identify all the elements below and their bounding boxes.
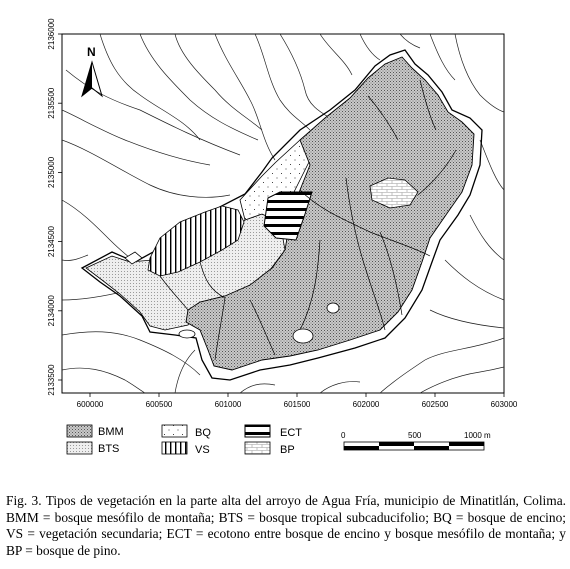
- legend-item-bmm: [67, 425, 124, 438]
- y-tick-label: 2134000: [47, 295, 56, 327]
- legend-label-bp: BP: [280, 444, 295, 456]
- y-tick-label: 2133500: [47, 364, 56, 396]
- y-tick-label: 2135500: [47, 87, 56, 119]
- scale-bar: [341, 431, 491, 450]
- legend-item-bp: [245, 442, 295, 456]
- x-tick-label: 600000: [76, 400, 104, 409]
- legend-label-ect: ECT: [280, 427, 302, 439]
- y-tick-label: 2136000: [47, 18, 56, 50]
- x-tick-label: 603000: [490, 400, 518, 409]
- legend-item-vs: [162, 442, 210, 456]
- legend-item-bts: [67, 442, 119, 455]
- x-tick-label: 601500: [283, 400, 311, 409]
- figure-caption: Fig. 3. Tipos de vegetación en la parte alta del arroyo de Agua Fría, municipio de Minatitlán, Colima. BMM = bosque mesófilo de montaña; BTS = bosque tropical subcaducifolio; BQ = bosque de encino; VS = vegetación secundaria; ECT = ecotono entre bosque de encino y bosque mesófilo de montaña; y BP = bosque de pino.: [6, 493, 566, 558]
- y-axis-ticks: [47, 18, 62, 396]
- clearing-1: [293, 329, 313, 343]
- legend-label-vs: VS: [195, 444, 210, 456]
- x-tick-label: 602000: [352, 400, 380, 409]
- x-tick-label: 602500: [421, 400, 449, 409]
- legend-item-ect: [245, 425, 302, 439]
- x-tick-label: 600500: [145, 400, 173, 409]
- y-tick-label: 2134500: [47, 226, 56, 258]
- y-tick-label: 2135000: [47, 156, 56, 188]
- scale-label-500: 500: [408, 431, 422, 440]
- x-tick-label: 601000: [214, 400, 242, 409]
- clearing-2: [327, 303, 339, 313]
- clearing-3: [179, 330, 195, 338]
- scale-label-1000: 1000 m: [464, 431, 491, 440]
- north-label: N: [87, 45, 96, 59]
- legend-label-bmm: BMM: [98, 426, 124, 438]
- legend-label-bts: BTS: [98, 443, 120, 455]
- legend-item-bq: [162, 425, 211, 439]
- legend: [67, 425, 302, 456]
- scale-label-0: 0: [341, 431, 346, 440]
- legend-label-bq: BQ: [195, 427, 211, 439]
- x-axis-ticks: [77, 393, 518, 409]
